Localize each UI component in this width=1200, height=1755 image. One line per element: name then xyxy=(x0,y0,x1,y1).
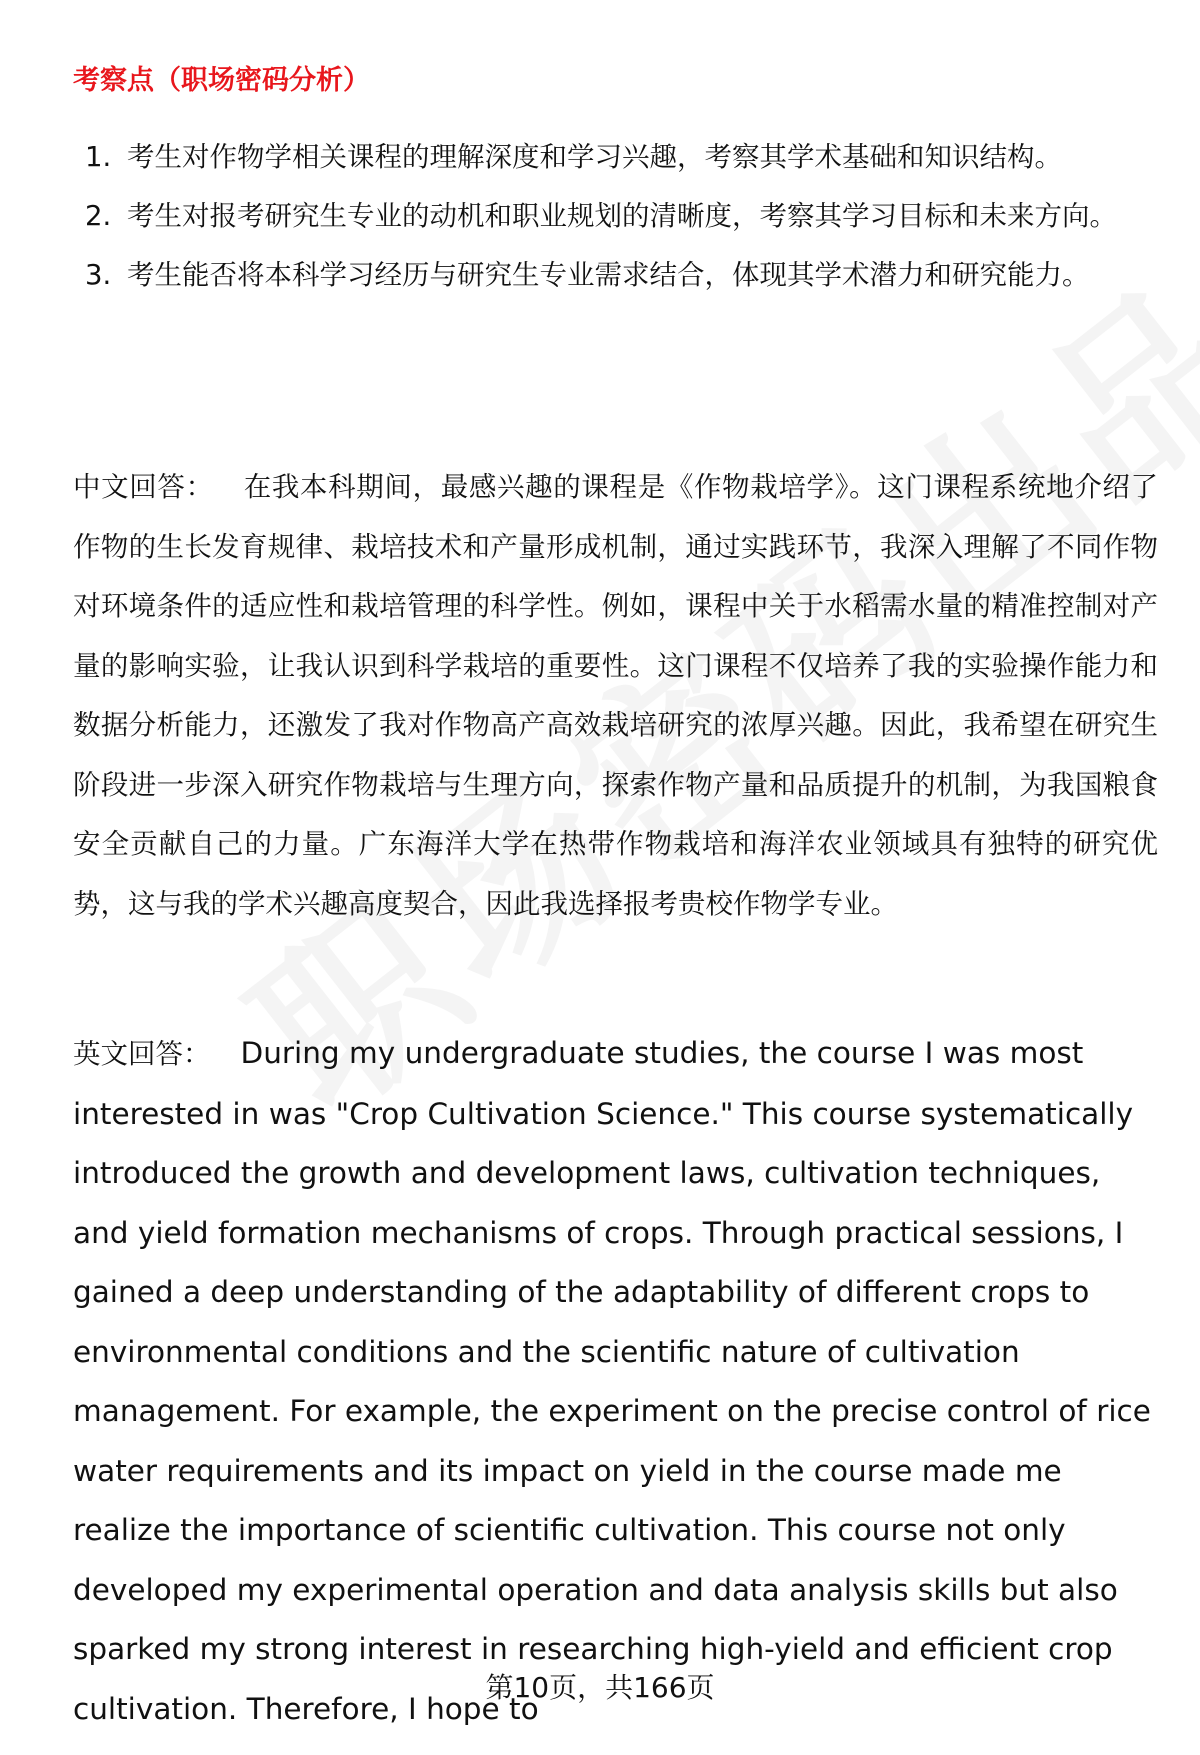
chinese-answer-label: 中文回答： xyxy=(73,471,214,503)
focus-points-list xyxy=(73,128,1153,305)
english-answer xyxy=(73,1024,1163,1739)
chinese-answer-text: 在我本科期间，最感兴趣的课程是《作物栽培学》。这门课程系统地介绍了作物的生长发育规律、栽培技术和产量形成机制，通过实践环节，我深入理解了不同作物对环境条件的适应性和栽培管理的科学性。例如，课程中关于水稻需水量的精准控制对产量的影响实验，让我认识到科学栽培的重要性。这门课程不仅培养了我的实验操作能力和数据分析能力，还激发了我对作物高产高效栽培研究的浓厚兴趣。因此，我希望在研究生阶段进一步深入研究作物栽培与生理方向，探索作物产量和品质提升的机制，为我国粮食安全贡献自己的力量。广东海洋大学在热带作物栽培和海洋农业领域具有独特的研究优势，这与我的学术兴趣高度契合，因此我选择报考贵校作物学专业。 xyxy=(73,471,1159,920)
list-item-text: 考生对报考研究生专业的动机和职业规划的清晰度，考察其学习目标和未来方向。 xyxy=(127,200,1117,232)
list-item xyxy=(73,187,1153,246)
section-title: 考察点（职场密码分析） xyxy=(73,65,370,96)
list-item-number: 1. xyxy=(85,141,112,173)
list-item-text: 考生能否将本科学习经历与研究生专业需求结合，体现其学术潜力和研究能力。 xyxy=(127,259,1090,291)
chinese-answer xyxy=(73,458,1158,934)
list-item-number: 2. xyxy=(85,200,112,232)
english-answer-text: During my undergraduate studies, the course I was most interested in was "Crop Cultivation Science." This course systematically introduced the growth and development laws, cultivation techniques, and yield formation mechanisms of crops. Through practical sessions, I gained a deep understanding of the adaptability of different crops to environmental conditions and the scientific nature of cultivation management. For example, the experiment on the precise control of rice water requirements and its impact on yield in the course made me realize the importance of scientific cultivation. This course not only developed my experimental operation and data analysis skills but also sparked my strong interest in researching high-yield and efficient crop cultivation. Therefore, I hope to xyxy=(73,1036,1151,1726)
list-item xyxy=(73,246,1153,305)
list-item xyxy=(73,128,1153,187)
list-item-number: 3. xyxy=(85,259,112,291)
list-item-text: 考生对作物学相关课程的理解深度和学习兴趣，考察其学术基础和知识结构。 xyxy=(127,141,1062,173)
english-answer-label: 英文回答： xyxy=(73,1038,211,1070)
page-number: 第10页，共166页 xyxy=(485,1671,715,1704)
